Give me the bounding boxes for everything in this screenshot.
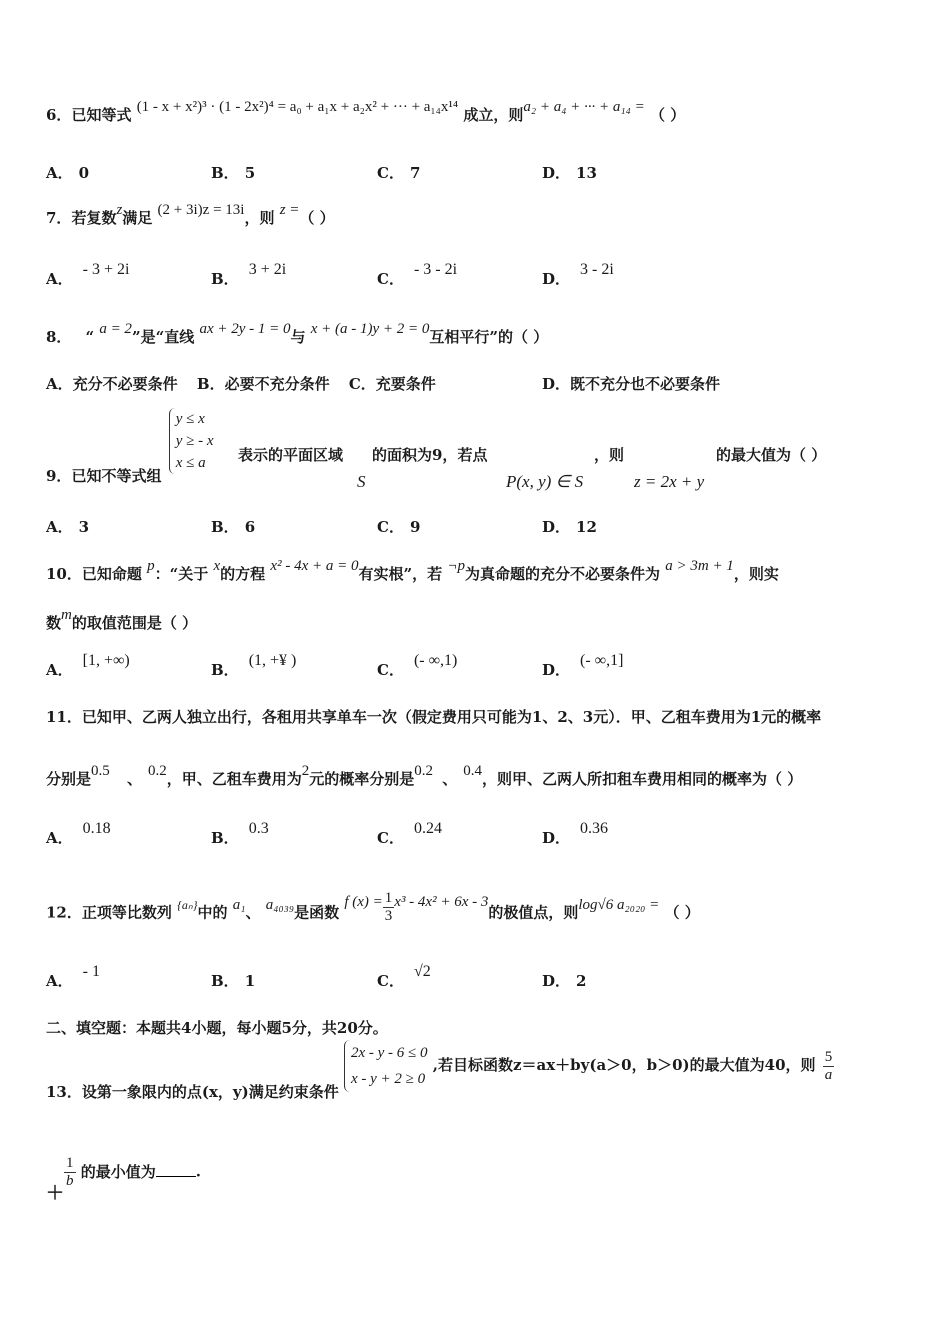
q10-equation: x² - 4x + a = 0 xyxy=(270,558,359,574)
q12-option-b: B． 1 xyxy=(211,972,256,990)
q10-t4: 为真命题的充分不必要条件为 xyxy=(464,565,660,583)
q10-option-a: A．[1, +∞) xyxy=(46,652,130,679)
q7-option-b: B．3 + 2i xyxy=(211,261,287,288)
q9-number: 9． xyxy=(46,467,72,485)
q9-point-p: P(x, y) ∈ S xyxy=(506,472,584,491)
q8-mid2: 与 xyxy=(290,328,306,346)
q8-open-quote: “ xyxy=(85,328,95,346)
q12-number: 12． xyxy=(46,903,82,922)
q8-number: 8． xyxy=(46,328,72,346)
q8-options-row xyxy=(46,373,436,394)
q9-option-a: A． 3 xyxy=(46,518,90,536)
q7-option-c: C．- 3 - 2i xyxy=(377,261,458,288)
q12-log-expr: log√6 a₂₀₂₀ = xyxy=(578,896,660,913)
q8-mid1: ”是“直线 xyxy=(131,328,195,346)
q11-option-b: B．0.3 xyxy=(211,820,269,847)
q9-text-b: 的面积为9，若点 xyxy=(372,446,488,464)
q9-option-d: D． 12 xyxy=(542,518,597,536)
q10-m: m xyxy=(61,607,72,623)
q12-function: f (x) = xyxy=(344,893,383,910)
question-13-line2: ＋ $\frac{1}{b}$ 的最小值为 . xyxy=(46,1155,201,1204)
q8-line1: ax + 2y - 1 = 0 xyxy=(199,321,291,337)
q10-stem: 已知命题 xyxy=(81,565,142,583)
q7-mid: 满足 xyxy=(122,209,153,227)
q12-fraction: $\frac{1}{3}$ xyxy=(384,890,393,924)
q10-option-d: D．(- ∞,1] xyxy=(542,652,624,679)
q6-stem: 已知等式 xyxy=(71,106,132,124)
q12-stem: 正项等比数列 xyxy=(81,903,172,922)
question-9 xyxy=(46,408,214,485)
q12-polynomial: x³ - 4x² + 6x - 3 xyxy=(394,893,489,910)
q12-option-d: D． 2 xyxy=(542,972,587,990)
q7-number: 7． xyxy=(46,209,72,227)
q12-option-a: A．- 1 xyxy=(46,963,100,990)
q11-prob-3: 0.2 xyxy=(414,763,434,779)
question-11-line2: 分别是0.5 、 0.2，甲、乙租车费用为2元的概率分别是0.2 、 0.4，则甲、乙两人所扣租车费用相同的概率为（ ） xyxy=(46,763,803,788)
q13-objective-text: ,若目标函数z＝ax＋by(a＞0，b＞0)的最大值为40，则 xyxy=(432,1056,816,1074)
question-10-line2: 数m的取值范围是（ ） xyxy=(46,607,198,632)
q12-a1: a₁ xyxy=(232,896,246,913)
question-11 xyxy=(46,706,821,727)
q9-text-d: 的最大值为（ ） xyxy=(716,446,827,464)
q6-expr: a₂ + a₄ + ··· + a₁₄ = xyxy=(523,99,645,115)
q6-option-a: A． 0 xyxy=(46,164,90,182)
q10-p: p xyxy=(147,558,155,574)
q6-option-d: D． 13 xyxy=(542,164,597,182)
q6-option-b: B． 5 xyxy=(211,164,256,182)
question-12: 12．正项等比数列 $^{\{a_n\}}$中的 a₁、 a₄₀₃₉是函数 f (x) = $\frac{1}{3}$ x³ - 4x² + 6x - 3的极值点，则log√6 a₂₀₂₀ = （ ） xyxy=(46,890,700,924)
q10-t5: ，则实 xyxy=(733,565,779,583)
q9-stem: 已知不等式组 xyxy=(71,467,162,485)
q10-condition: a > 3m + 1 xyxy=(665,558,734,574)
question-13 xyxy=(46,1040,834,1101)
q10-not-p: ¬p xyxy=(447,558,465,574)
q11-prob-1: 0.5 xyxy=(91,763,110,779)
answer-blank[interactable] xyxy=(156,1176,196,1177)
q9-option-b: B． 6 xyxy=(211,518,256,536)
q11-option-a: A．0.18 xyxy=(46,820,111,847)
q13-stem: 设第一象限内的点(x，y)满足约束条件 xyxy=(81,1083,339,1101)
question-8 xyxy=(46,321,549,347)
q11-number: 11． xyxy=(46,708,82,726)
question-6 xyxy=(46,99,686,125)
question-10 xyxy=(46,558,779,584)
q11-cost: 2 xyxy=(301,763,310,779)
q9-objective-z: z = 2x + y xyxy=(634,472,705,491)
q10-x: x xyxy=(213,558,221,574)
q7-option-a: A．- 3 + 2i xyxy=(46,261,130,288)
section-2-heading: 二、填空题：本题共4小题，每小题5分，共20分。 xyxy=(46,1019,388,1037)
q7-formula: (2 + 3i)z = 13i xyxy=(157,202,245,218)
q11-prob-2: 0.2 xyxy=(148,763,167,779)
q8-option-b: B．必要不充分条件 xyxy=(196,375,330,393)
q9-text-c: ，则 xyxy=(594,446,625,464)
q7-paren: （ ） xyxy=(299,209,335,227)
q9-set-s: S xyxy=(357,472,366,491)
q10-option-c: C．(- ∞,1) xyxy=(377,652,458,679)
q7-stem: 若复数 xyxy=(71,209,117,227)
q8-option-c: C．充要条件 xyxy=(348,375,436,393)
q9-option-c: C． 9 xyxy=(377,518,421,536)
q7-expr: z = xyxy=(279,202,300,218)
q13-constraint-system: 2x - y - 6 ≤ 0 x - y + 2 ≥ 0 xyxy=(344,1040,428,1092)
q12-sequence: {aₙ} xyxy=(177,897,198,912)
q6-paren: （ ） xyxy=(649,106,686,124)
q11-option-c: C．0.24 xyxy=(377,820,442,847)
q6-option-c: C． 7 xyxy=(377,164,421,182)
q12-a4039: a₄₀₃₉ xyxy=(265,896,295,913)
q13-fraction-1-over-b: $\frac{1}{b}$ xyxy=(66,1155,74,1189)
q7-var: z xyxy=(116,202,123,218)
q11-option-d: D．0.36 xyxy=(542,820,609,847)
q6-formula: (1 - x + x²)³ · (1 - 2x²)⁴ = a₀ + a₁x + a₂x² + ··· + a₁₄x¹⁴ xyxy=(136,99,459,115)
q13-number: 13． xyxy=(46,1083,82,1101)
q10-number: 10． xyxy=(46,565,82,583)
q7-post: ，则 xyxy=(244,209,275,227)
q8-option-d: D．既不充分也不必要条件 xyxy=(542,375,721,393)
q10-t1: ：“关于 xyxy=(154,565,209,583)
q6-number: 6． xyxy=(46,106,72,124)
q7-option-d: D．3 - 2i xyxy=(542,261,614,288)
question-7 xyxy=(46,202,335,228)
q12-option-c: C．√2 xyxy=(377,963,431,990)
q6-mid: 成立，则 xyxy=(463,106,524,124)
q11-prob-4: 0.4 xyxy=(463,763,483,779)
q9-inequality-system: y ≤ x y ≥ - x x ≤ a xyxy=(169,408,214,474)
q10-option-b: B．(1, +¥ ) xyxy=(211,652,297,679)
q10-t3: 有实根”，若 xyxy=(358,565,443,583)
q11-line1: 已知甲、乙两人独立出行，各租用共享单车一次（假定费用只可能为1、2、3元）．甲、乙租车费用为1元的概率 xyxy=(81,708,822,726)
q8-line2: x + (a - 1)y + 2 = 0 xyxy=(310,321,430,337)
q8-post: 互相平行”的（ ） xyxy=(429,328,549,346)
q9-text-a: 表示的平面区域 xyxy=(238,446,344,464)
q13-fraction-5-over-a: $\frac{5}{a}$ xyxy=(824,1048,833,1083)
q10-t2: 的方程 xyxy=(220,565,266,583)
q8-option-a: A．充分不必要条件 xyxy=(46,375,178,393)
q8-condition: a = 2 xyxy=(99,321,132,337)
q13-min-text: 的最小值为 xyxy=(80,1162,156,1181)
